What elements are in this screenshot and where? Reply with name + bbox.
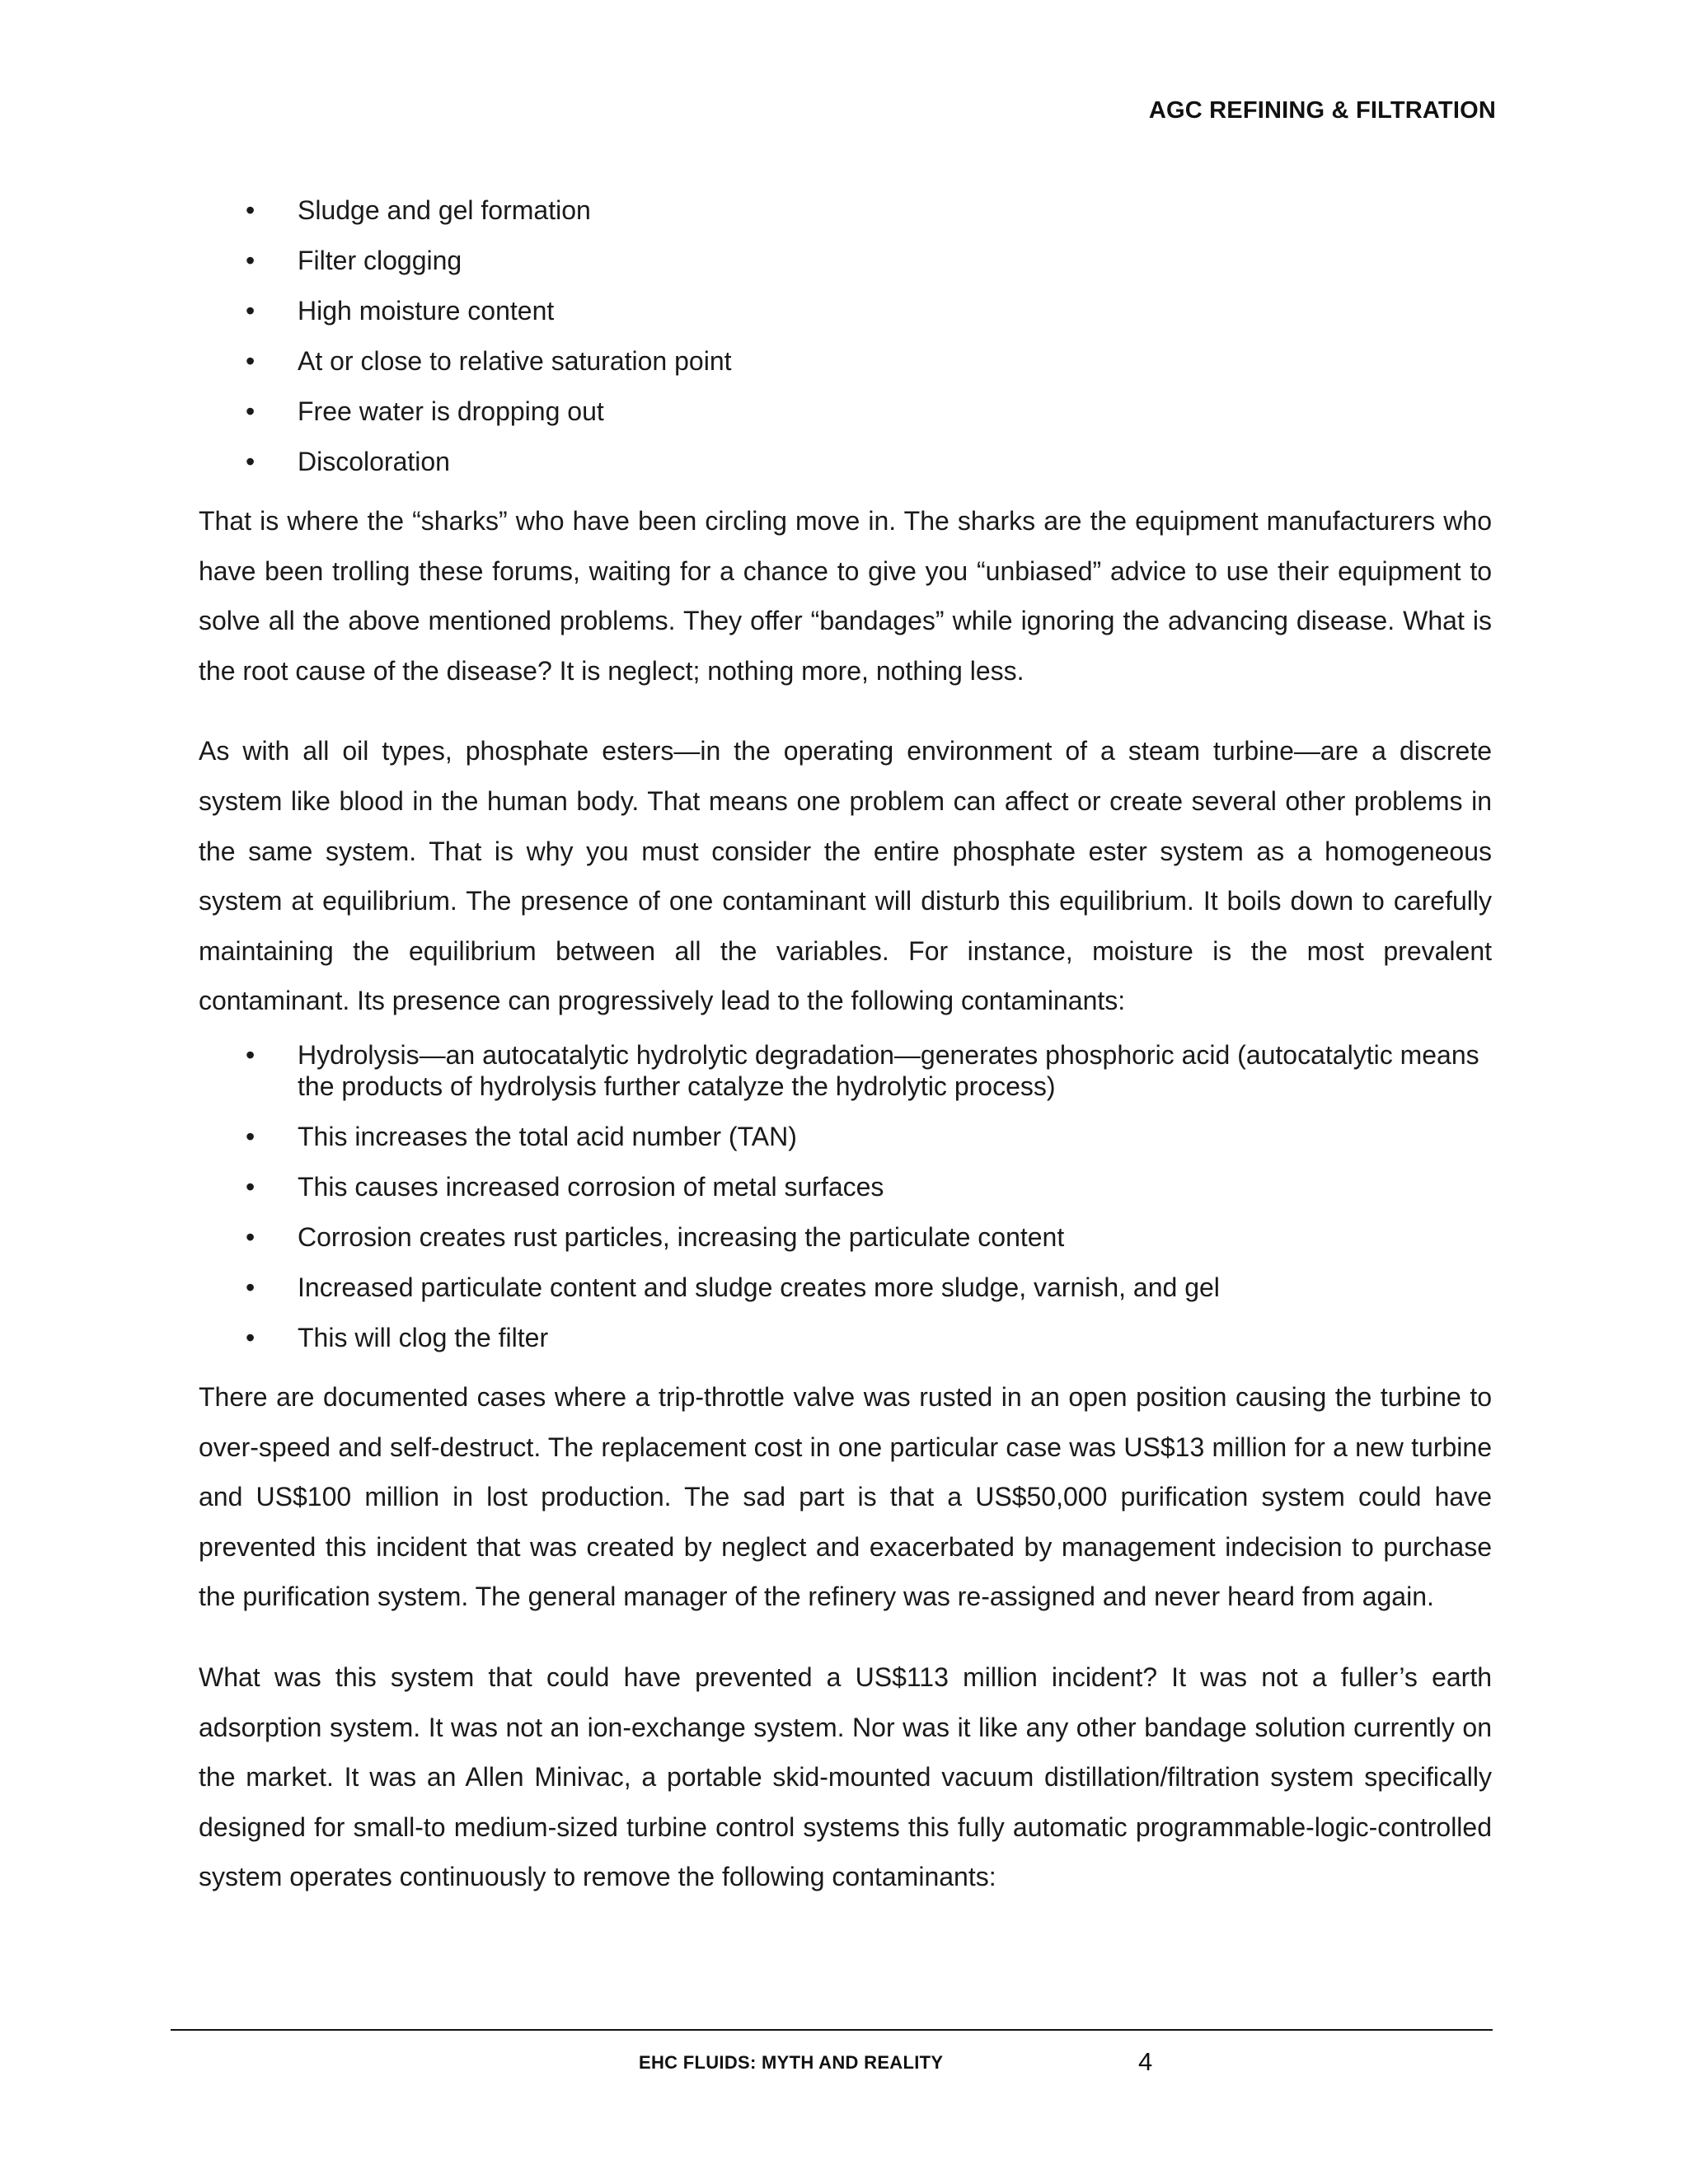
page-number: 4 xyxy=(1138,2047,1153,2076)
list-item: • Filter clogging xyxy=(199,245,1492,276)
contaminant-chain-list xyxy=(199,1039,1492,1353)
paragraph-case-study: There are documented cases where a trip-throttle valve was rusted in an open position causing the turbine to over-speed and self-destruct. The replacement cost in one particular case was US$13 million for a new turbine and US$100 million in lost production. The sad part is that a US$50,000 purification system could have prevented this incident that was created by neglect and exacerbated by management indecision to purchase the purification system. The general manager of the refinery was re-assigned and never heard from again. xyxy=(199,1381,1492,1612)
list-item: • This causes increased corrosion of metal surfaces xyxy=(199,1171,1492,1202)
list-item: • At or close to relative saturation point xyxy=(199,345,1492,377)
list-item: • High moisture content xyxy=(199,295,1492,326)
list-item: • Free water is dropping out xyxy=(199,396,1492,427)
footer-divider xyxy=(171,2029,1493,2031)
list-item: • Increased particulate content and sludge creates more sludge, varnish, and gel xyxy=(199,1272,1492,1303)
paragraph-phosphate-esters: As with all oil types, phosphate esters—in the operating environment of a steam turbine—are a discrete system like blood in the human body. That means one problem can affect or create several other problems in the same system. That is why you must consider the entire phosphate ester system as a homogeneous system at equilibrium. The presence of one contaminant will disturb this equilibrium. It boils down to carefully maintaining the equilibrium between all the variables. For instance, moisture is the most prevalent contaminant. Its presence can progressively lead to the following contaminants: xyxy=(199,736,1492,1016)
page-body xyxy=(199,194,1492,1902)
list-item: • This increases the total acid number (TAN) xyxy=(199,1121,1492,1152)
list-item: • Sludge and gel formation xyxy=(199,194,1492,226)
list-item: • Hydrolysis—an autocatalytic hydrolytic degradation—generates phosphoric acid (autocatalytic means the products of hydrolysis further catalyze the hydrolytic process) xyxy=(199,1039,1492,1102)
running-header: AGC REFINING & FILTRATION xyxy=(1148,97,1496,124)
paragraph-allen-minivac: What was this system that could have prevented a US$113 million incident? It was not a fuller’s earth adsorption system. It was not an ion-exchange system. Nor was it like any other bandage solution currently on the market. It was an Allen Minivac, a portable skid-mounted vacuum distillation/filtration system specifically designed for small-to medium-sized turbine control systems this fully automatic programmable-logic-controlled system operates continuously to remove the following contaminants: xyxy=(199,1661,1492,1892)
list-item: • Discoloration xyxy=(199,446,1492,477)
footer-title: EHC FLUIDS: MYTH AND REALITY xyxy=(639,2052,944,2073)
list-item: • Corrosion creates rust particles, increasing the particulate content xyxy=(199,1221,1492,1253)
symptom-list xyxy=(199,194,1492,477)
paragraph-sharks: That is where the “sharks” who have been circling move in. The sharks are the equipment manufacturers who have been trolling these forums, waiting for a chance to give you “unbiased” advice to use their equipment to solve all the above mentioned problems. They offer “bandages” while ignoring the advancing disease. What is the root cause of the disease? It is neglect; nothing more, nothing less. xyxy=(199,506,1492,686)
list-item: • This will clog the filter xyxy=(199,1322,1492,1353)
